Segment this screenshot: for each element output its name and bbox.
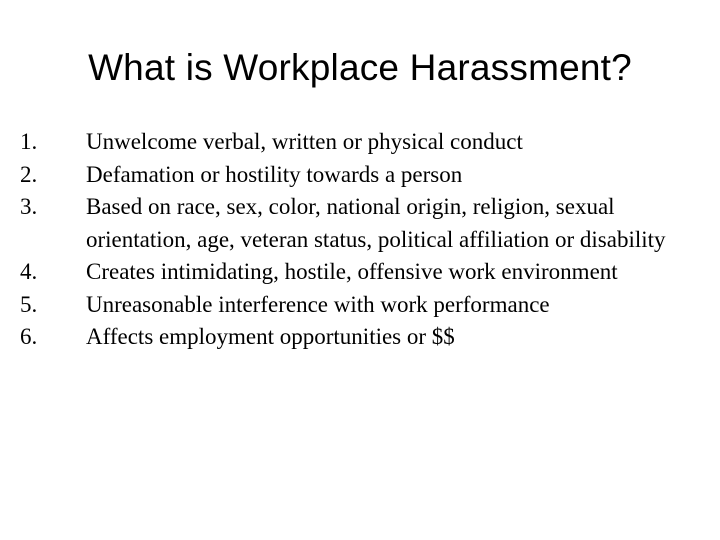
list-item-text: Defamation or hostility towards a person	[86, 161, 463, 187]
list-item-number: 5.	[20, 291, 38, 317]
list-item-number: 1.	[20, 129, 38, 154]
list-item	[0, 321, 720, 354]
list-item	[0, 191, 720, 256]
list-item-number: 4.	[20, 259, 38, 284]
list-item	[0, 256, 720, 289]
list-item-text: Based on race, sex, color, national origin, religion, sexual orientation, age, veteran status, political affiliation or disability	[86, 194, 666, 252]
list-item-text: Unreasonable interference with work performance	[86, 291, 550, 317]
list-item-number: 6.	[20, 324, 38, 349]
list-item-text: Creates intimidating, hostile, offensive work environment	[86, 259, 618, 284]
list-item	[0, 289, 720, 322]
list-item	[0, 159, 720, 192]
list-item-text: Affects employment opportunities or $$	[86, 324, 455, 349]
slide-title: What is Workplace Harassment?	[88, 47, 632, 88]
list-item-number: 2.	[20, 161, 38, 187]
numbered-list	[0, 126, 720, 354]
list-item-number: 3.	[20, 194, 38, 219]
list-item	[0, 126, 720, 159]
list-item-text: Unwelcome verbal, written or physical conduct	[86, 129, 523, 154]
